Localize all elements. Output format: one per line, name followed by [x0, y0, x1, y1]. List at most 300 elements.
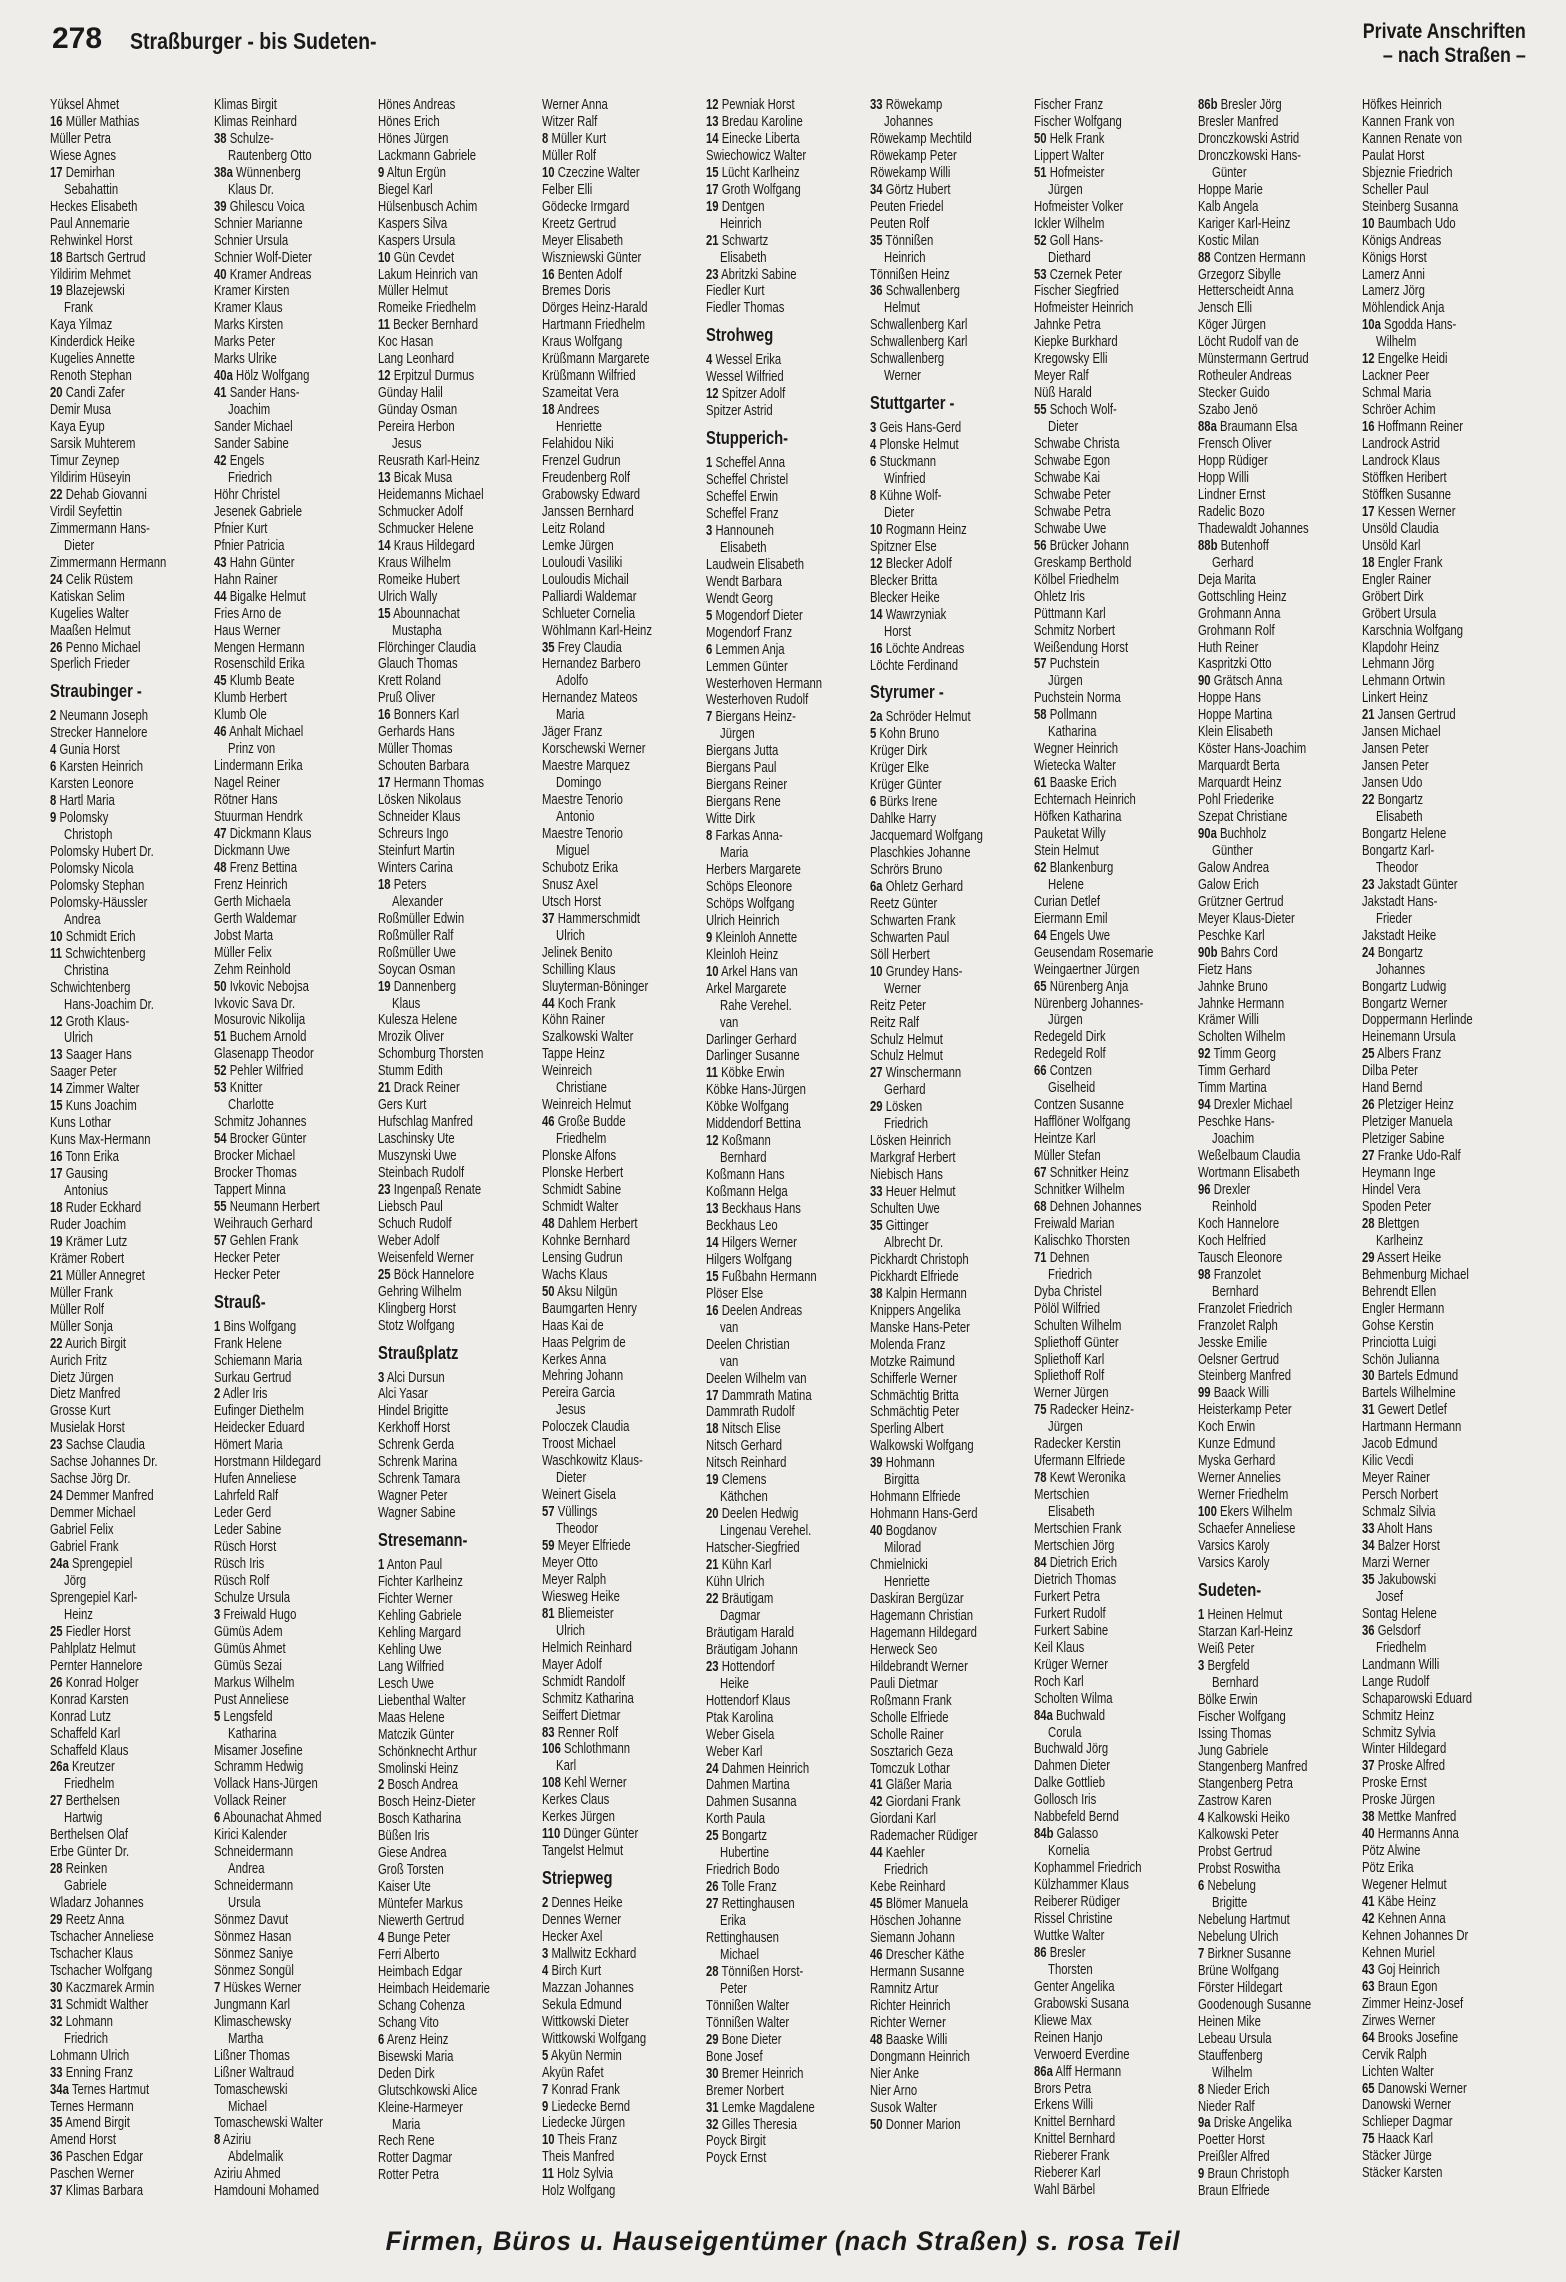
directory-entry: Reinen Hanjo [1034, 2029, 1103, 2046]
directory-entry: Kraus Wilhelm [378, 554, 451, 571]
directory-entry [706, 1235, 870, 1252]
directory-entry [870, 1455, 1034, 1472]
house-number: 100 [1198, 1504, 1217, 1521]
house-number: 58 [1034, 707, 1047, 724]
directory-entry: Cervik Ralph [1362, 2046, 1427, 2063]
house-number: 8 [50, 793, 57, 810]
directory-entry: Biergans Jutta [706, 743, 779, 760]
directory-entry: Krett Roland [378, 673, 441, 690]
directory-entry [1034, 775, 1198, 792]
directory-entry: Hetterscheidt Anna [1198, 283, 1294, 300]
directory-entry: Kramer Klaus [214, 300, 283, 317]
directory-entry: Jacob Edmund [1362, 1436, 1438, 1453]
directory-entry: Klimaschewsky [214, 2013, 292, 2030]
directory-entry: Schrenk Gerda [378, 1437, 455, 1454]
directory-entry [50, 946, 214, 963]
house-number: 30 [50, 1979, 63, 1996]
resident-name: Penno Michael [62, 639, 141, 656]
directory-entry [378, 877, 542, 894]
directory-entry: Westerhoven Hermann [706, 675, 823, 692]
directory-entry [50, 640, 214, 657]
directory-entry: Knittel Bernhard [1034, 2131, 1116, 2148]
entry-continuation: Michael [228, 2098, 268, 2115]
directory-entry [1362, 1572, 1526, 1589]
resident-name: Reetz Anna [62, 1912, 125, 1929]
directory-entry [214, 860, 378, 877]
house-number: 86b [1198, 97, 1218, 113]
resident-name: Driske Angelika [1210, 2115, 1292, 2132]
directory-entry: Doppermann Herlinde [1362, 1012, 1473, 1029]
resident-name: Engels [226, 453, 265, 470]
directory-entry: Bongartz Werner [1362, 995, 1448, 1012]
directory-entry: Lösken Nikolaus [378, 792, 461, 809]
directory-entry: Wittkowski Dieter [542, 2013, 629, 2030]
directory-entry: Ohletz Iris [1034, 588, 1085, 605]
entry-continuation: Dieter [64, 537, 95, 554]
house-number: 18 [1362, 554, 1375, 571]
directory-entry: Szepat Christiane [1198, 809, 1288, 826]
entry-continuation: Maria [392, 2116, 421, 2133]
resident-name: Scheffel Anna [712, 455, 786, 472]
directory-entry: Pötz Alwine [1362, 1843, 1421, 1860]
directory-entry: Schmal Maria [1362, 385, 1432, 402]
directory-entry [378, 317, 542, 334]
directory-entry: Schulze Ursula [214, 1589, 291, 1606]
directory-entry [870, 1218, 1034, 1235]
resident-name: Timm Georg [1210, 1046, 1276, 1063]
house-number: 9 [706, 929, 713, 946]
resident-name: Neumann Herbert [226, 1198, 320, 1215]
directory-entry: Proske Jürgen [1362, 1792, 1435, 1809]
directory-entry [50, 1488, 214, 1505]
footer-note: Firmen, Büros u. Hauseigentümer (nach Straßen) s. rosa Teil [385, 2226, 1181, 2256]
directory-entry: Günday Halil [378, 385, 443, 402]
entry-continuation: Reinhold [1212, 1198, 1257, 1215]
directory-entry: Westerhoven Rudolf [706, 692, 809, 709]
resident-name: Knitter [226, 1080, 263, 1097]
directory-entry: Troost Michael [542, 1436, 616, 1453]
resident-name: Ingenpaß Renate [390, 1182, 482, 1198]
directory-entry [378, 1930, 542, 1947]
directory-entry: Spliethoff Karl [1034, 1351, 1105, 1368]
resident-name: Helk Frank [1046, 130, 1105, 147]
directory-entry: Freiwald Marian [1034, 1215, 1115, 1232]
directory-entry: Jansen Peter [1362, 741, 1429, 758]
directory-entry: Flörchinger Claudia [378, 639, 477, 656]
house-number: 3 [1198, 1657, 1205, 1674]
directory-entry [706, 1065, 870, 1082]
resident-name: Liedecke Bernd [548, 2098, 631, 2115]
resident-name: Bogdanov [882, 1523, 937, 1540]
directory-entry: Grosse Kurt [50, 1403, 111, 1420]
directory-entry: Gabriel Felix [50, 1522, 114, 1539]
entry-continuation: Christiane [556, 1080, 607, 1097]
directory-entry: Koßmann Helga [706, 1184, 788, 1201]
directory-entry: Bone Josef [706, 2048, 763, 2065]
directory-entry [870, 2117, 1034, 2134]
directory-entry [706, 182, 870, 199]
directory-entry: Bartels Wilhelmine [1362, 1385, 1456, 1402]
directory-entry: Gümüs Adem [214, 1623, 283, 1640]
house-number: 12 [706, 97, 719, 113]
resident-name: Böck Hannelore [390, 1266, 475, 1283]
directory-entry: Lamerz Jörg [1362, 283, 1425, 300]
directory-entry: Geusendam Rosemarie [1034, 944, 1154, 961]
house-number: 23 [50, 1437, 63, 1454]
directory-entry: Steinberg Manfred [1198, 1368, 1292, 1385]
directory-entry: Meyer Klaus-Dieter [1198, 910, 1295, 927]
page-header [52, 18, 1526, 68]
directory-entry: Dickmann Uwe [214, 842, 291, 859]
directory-entry: Schmucker Helene [378, 520, 474, 537]
house-number: 4 [706, 352, 713, 369]
directory-entry: Plaschkies Johanne [870, 845, 971, 862]
directory-entry [378, 1080, 542, 1097]
house-number: 10a [1362, 317, 1381, 334]
section-title-line1: Private Anschriften [1362, 20, 1526, 43]
directory-entry: Bremer Norbert [706, 2082, 784, 2099]
resident-name: Kraus Hildegard [390, 537, 475, 554]
directory-entry: Gehring Wilhelm [378, 1283, 462, 1300]
resident-name: Engelke Heidi [1374, 351, 1448, 368]
directory-entry: Kehnen Muriel [1362, 1944, 1435, 1961]
directory-entry: Hecker Peter [214, 1249, 281, 1266]
directory-entry: Ulrich Heinrich [706, 912, 780, 929]
directory-entry: Krämer Robert [50, 1250, 125, 1267]
house-number: 3 [378, 1369, 385, 1386]
resident-name: Lücht Karlheinz [718, 164, 800, 181]
resident-name: Ghilescu Voica [226, 198, 305, 215]
directory-entry [1362, 1894, 1526, 1911]
house-number: 8 [870, 487, 877, 504]
entry-continuation: Heinrich [884, 249, 926, 266]
entry-continuation: Theodor [556, 1521, 599, 1538]
directory-entry: Wegener Helmut [1362, 1877, 1447, 1894]
entry-continuation: Martha [228, 2030, 264, 2047]
directory-entry: Smolinski Heinz [378, 1760, 459, 1777]
directory-entry: Tomczuk Lothar [870, 1760, 950, 1777]
directory-entry [378, 2032, 542, 2049]
entry-continuation: Elisabeth [1376, 809, 1423, 826]
house-number: 8 [706, 828, 713, 845]
house-number: 17 [706, 181, 719, 198]
directory-entry: Jung Gabriele [1198, 1742, 1269, 1759]
house-number: 13 [50, 1047, 63, 1064]
directory-entry: Schwabe Christa [1034, 436, 1120, 453]
resident-name: Schmidt Walther [62, 1996, 149, 2013]
directory-entry: Tappe Heinz [542, 1046, 605, 1063]
directory-entry [50, 487, 214, 504]
directory-entry: Saager Peter [50, 1064, 117, 1081]
resident-name: Bartsch Gertrud [62, 249, 146, 266]
house-number: 34 [870, 181, 883, 198]
resident-name: Celik Rüstem [62, 571, 133, 588]
resident-name: Grätsch Anna [1210, 673, 1283, 690]
house-number: 33 [870, 1184, 883, 1201]
house-number: 14 [706, 1234, 719, 1251]
directory-entry [50, 385, 214, 402]
directory-entry: Schwabe Petra [1034, 503, 1111, 520]
house-number: 110 [542, 1826, 561, 1843]
directory-entry: Sbjeznie Friedrich [1362, 164, 1453, 181]
directory-entry: Grützner Gertrud [1198, 893, 1284, 910]
entry-continuation: Birgitta [884, 1472, 920, 1489]
directory-entry: Baumgarten Henry [542, 1300, 637, 1317]
directory-entry [1034, 1708, 1198, 1725]
directory-entry: Markgraf Herbert [870, 1150, 956, 1167]
resident-name: Contzen [1046, 1063, 1092, 1080]
directory-entry [1034, 979, 1198, 996]
resident-name: Gausing [62, 1166, 108, 1183]
resident-name: Renner Rolf [554, 1724, 619, 1741]
directory-entry: Engler Rainer [1362, 571, 1432, 588]
directory-entry: Niebisch Hans [870, 1167, 943, 1184]
resident-name: Lösken [882, 1099, 923, 1116]
directory-entry: Paulat Horst [1362, 147, 1425, 164]
directory-entry [870, 1896, 1034, 1913]
directory-entry: Lackmann Gabriele [378, 147, 477, 164]
directory-entry: Hoppe Martina [1198, 707, 1273, 724]
directory-entry: Lemke Jürgen [542, 537, 614, 554]
directory-entry: Curian Detlef [1034, 893, 1101, 910]
directory-entry: Ruder Joachim [50, 1216, 127, 1233]
directory-entry [1362, 317, 1526, 334]
directory-entry: Gottschling Heinz [1198, 588, 1287, 605]
house-number: 40a [214, 368, 233, 385]
directory-entry: Darlinger Susanne [706, 1048, 800, 1065]
directory-entry [1362, 1962, 1526, 1979]
directory-entry: Hernandez Mateos [542, 690, 638, 707]
house-number: 11 [542, 2166, 554, 2183]
directory-entry: Scholten Wilhelm [1198, 1029, 1286, 1046]
directory-entry: Spitzer Astrid [706, 403, 773, 420]
house-number: 86 [1034, 1944, 1047, 1961]
directory-entry [706, 352, 870, 369]
directory-entry [542, 267, 706, 284]
directory-entry: Fischer Wolfgang [1198, 1708, 1286, 1725]
resident-name: Baaske Erich [1046, 775, 1117, 792]
entry-continuation: Jesus [392, 436, 422, 453]
resident-name: Demirhan [62, 164, 115, 181]
directory-entry: Hatscher-Siegfried [706, 1540, 800, 1557]
directory-entry: Weber Adolf [378, 1232, 440, 1249]
directory-entry: Schrenk Tamara [378, 1471, 461, 1488]
house-number: 51 [1034, 164, 1047, 181]
directory-entry: Utsch Horst [542, 893, 602, 910]
directory-entry: Gödecke Irmgard [542, 198, 630, 215]
resident-name: Gün Cevdet [390, 249, 455, 266]
directory-entry: Schulz Helmut [870, 1048, 943, 1065]
house-number: 27 [870, 1065, 883, 1082]
directory-entry: Wladarz Johannes [50, 1895, 144, 1912]
directory-entry [50, 1336, 214, 1353]
directory-entry [870, 726, 1034, 743]
entry-continuation: Wilhelm [1212, 2064, 1253, 2081]
directory-entry: Richter Heinrich [870, 1997, 951, 2014]
resident-name: Abritzki Sabine [718, 266, 797, 283]
entry-continuation: Friedhelm [1376, 1639, 1427, 1656]
directory-entry: Pölöl Wilfried [1034, 1300, 1100, 1317]
directory-entry [214, 131, 378, 148]
directory-entry [214, 1810, 378, 1827]
directory-entry: Dalke Gottlieb [1034, 1775, 1106, 1792]
directory-entry: Fiedler Kurt [706, 283, 765, 300]
directory-entry: Kaspers Silva [378, 215, 448, 232]
house-number: 28 [706, 1963, 719, 1980]
directory-entry: Jungmann Karl [214, 1996, 291, 2013]
directory-entry: Nabbefeld Bernd [1034, 1809, 1119, 1826]
house-number: 90b [1198, 944, 1218, 961]
directory-entry: Friedrich Bodo [706, 1862, 780, 1879]
house-number: 94 [1198, 1097, 1211, 1114]
house-number: 3 [214, 1606, 221, 1623]
directory-entry: Lamerz Anni [1362, 266, 1425, 283]
house-number: 29 [1362, 1249, 1375, 1266]
directory-entry: Peuten Friedel [870, 198, 944, 215]
directory-entry: Erbe Günter Dr. [50, 1844, 130, 1861]
entry-continuation: Milorad [884, 1540, 922, 1557]
directory-entry: Glutschkowski Alice [378, 2082, 478, 2099]
resident-name: Jakubowski [1374, 1571, 1437, 1588]
resident-name: Schlothmann [560, 1741, 631, 1758]
house-number: 14 [706, 130, 719, 147]
directory-entry: Söll Herbert [870, 946, 930, 963]
street-heading: Stuttgarter - [870, 393, 955, 414]
directory-entry [1362, 1046, 1526, 1063]
directory-entry: Jacquemard Wolfgang [870, 828, 983, 845]
directory-entry: Lindner Ernst [1198, 486, 1266, 503]
house-number: 19 [378, 978, 391, 995]
house-number: 16 [706, 1302, 719, 1319]
entry-continuation: Bernhard [1212, 1283, 1259, 1300]
house-number: 90 [1198, 673, 1211, 690]
entry-continuation: Klaus [392, 995, 421, 1012]
directory-entry [1198, 97, 1362, 114]
directory-entry [870, 1286, 1034, 1303]
directory-entry: Schaffeld Klaus [50, 1742, 129, 1759]
directory-entry: Stotz Wolfgang [378, 1317, 455, 1334]
directory-entry: Krüger Günter [870, 777, 942, 794]
directory-entry [706, 828, 870, 845]
directory-entry: Blecker Britta [870, 572, 938, 589]
directory-entry [706, 386, 870, 403]
directory-entry: Zastrow Karen [1198, 1793, 1272, 1810]
directory-entry: Krüßmann Margarete [542, 351, 650, 368]
resident-name: Bins Wolfgang [220, 1318, 297, 1335]
directory-entry: Sönmez Hasan [214, 1928, 292, 1945]
directory-entry [870, 454, 1034, 471]
resident-name: Franzolet [1210, 1266, 1261, 1283]
directory-entry [378, 1777, 542, 1794]
resident-name: Konrad Holger [62, 1674, 139, 1691]
directory-entry: Felahidou Niki [542, 436, 614, 453]
directory-entry: Marks Ulrike [214, 351, 277, 368]
directory-entry: Lensing Gudrun [542, 1249, 623, 1266]
directory-entry: Schöps Wolfgang [706, 895, 795, 912]
house-number: 34a [50, 2081, 69, 2098]
house-number: 88a [1198, 419, 1217, 436]
directory-entry: Danowski Werner [1362, 2097, 1452, 2114]
directory-entry: Förster Hildegart [1198, 1979, 1283, 1996]
entry-continuation: Elisabeth [720, 539, 767, 556]
directory-entry [214, 385, 378, 402]
directory-entry: Schwichtenberg [50, 979, 131, 996]
resident-name: Gehlen Frank [226, 1232, 299, 1249]
entry-continuation: Werner [884, 368, 921, 385]
directory-entry: Kaya Eyup [50, 419, 105, 436]
entry-continuation: Albrecht Dr. [884, 1234, 944, 1251]
directory-entry: Jensch Elli [1198, 300, 1253, 317]
house-number: 52 [214, 1063, 227, 1080]
directory-entry: Laudwein Elisabeth [706, 556, 805, 573]
house-number: 64 [1362, 2029, 1375, 2046]
directory-entry [870, 233, 1034, 250]
resident-name: Candi Zafer [62, 385, 125, 402]
directory-entry [1362, 1216, 1526, 1233]
entry-continuation: Günter [1212, 164, 1247, 181]
resident-name: Peters [390, 876, 427, 893]
directory-column [870, 97, 1034, 2207]
directory-entry [50, 250, 214, 267]
house-number: 20 [706, 1506, 719, 1523]
directory-entry: Nier Arno [870, 2082, 918, 2099]
directory-entry: Hafflöner Wolfgang [1034, 1114, 1131, 1131]
directory-entry: Schmächtig Peter [870, 1404, 960, 1421]
directory-entry: Wegner Heinrich [1034, 741, 1119, 758]
directory-entry [542, 131, 706, 148]
resident-name: Dietrich Erich [1046, 1554, 1117, 1571]
directory-entry: Katiskan Selim [50, 588, 125, 605]
entry-continuation: Frieder [1376, 910, 1412, 927]
directory-entry [50, 2183, 214, 2200]
directory-entry [1034, 538, 1198, 555]
directory-entry: Ivkovic Sava Dr. [214, 995, 296, 1012]
house-number: 32 [706, 2116, 719, 2133]
directory-entry [1362, 1368, 1526, 1385]
directory-entry: Stöffken Heribert [1362, 469, 1447, 486]
resident-name: Blömer Manuela [882, 1896, 969, 1913]
directory-entry: Rehwinkel Horst [50, 232, 133, 249]
directory-entry: Kerkes Anna [542, 1351, 607, 1368]
directory-entry: Grabowski Susana [1034, 1995, 1129, 2012]
directory-entry [1198, 419, 1362, 436]
resident-name: Jansen Gertrud [1374, 707, 1456, 724]
directory-entry [50, 929, 214, 946]
directory-entry: Schrörs Bruno [870, 861, 943, 878]
house-number: 44 [542, 995, 555, 1012]
directory-entry: Goodenough Susanne [1198, 1996, 1312, 2013]
entry-continuation: Gabriele [64, 1878, 107, 1895]
directory-entry: Tomaschewski Walter [214, 2115, 323, 2132]
house-number: 17 [1362, 503, 1375, 520]
resident-name: Drexler [1210, 1182, 1251, 1198]
house-number: 25 [50, 1623, 63, 1640]
entry-continuation: Joachim [228, 402, 271, 419]
entry-continuation: Mustapha [392, 622, 442, 639]
resident-name: Butenhoff [1217, 537, 1269, 554]
directory-entry [706, 455, 870, 472]
directory-entry [1198, 2166, 1362, 2183]
resident-name: Proske Alfred [1374, 1758, 1445, 1775]
directory-entry: Susok Walter [870, 2099, 937, 2116]
directory-entry: Echternach Heinrich [1034, 792, 1136, 809]
directory-entry: Gollosch Iris [1034, 1792, 1097, 1809]
directory-entry: Deelen Wilhelm van [706, 1370, 807, 1387]
entry-continuation: Jürgen [720, 726, 755, 743]
house-number: 98 [1198, 1266, 1211, 1283]
directory-entry [1362, 1623, 1526, 1640]
house-number: 25 [1362, 1046, 1375, 1063]
